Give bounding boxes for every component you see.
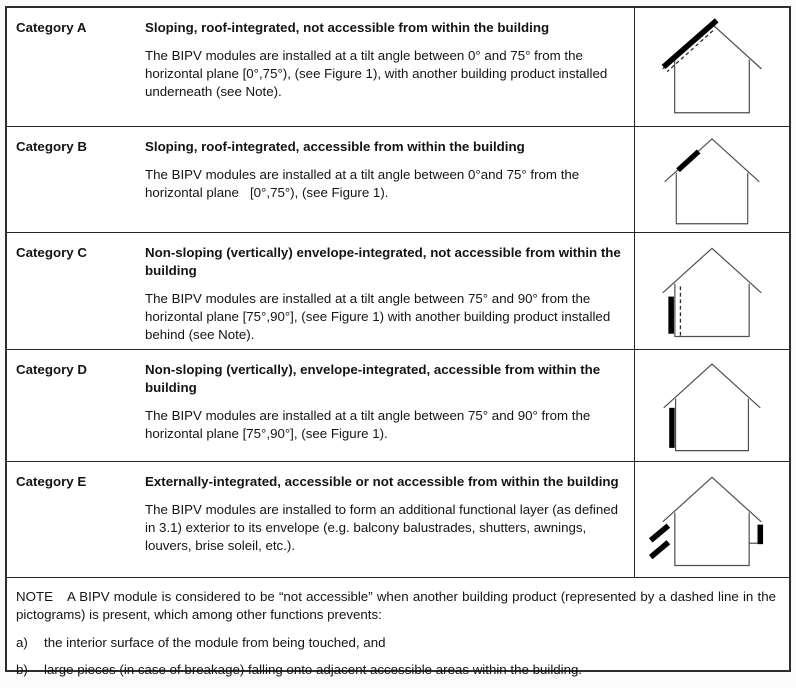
category-d-heading: Non-sloping (vertically), envelope-integrated, accessible from within the building (145, 362, 601, 395)
category-e-text-cell (7, 462, 634, 577)
house-wall-module-with-dashed-backing-icon (642, 239, 782, 343)
category-d-pictogram-cell (634, 350, 789, 461)
external-louver-bar-lower (651, 542, 669, 557)
category-a-heading: Sloping, roof-integrated, not accessible from within the building (145, 20, 550, 35)
category-a-text-cell (7, 8, 634, 126)
category-c-description (145, 244, 634, 349)
category-e-heading: Externally-integrated, accessible or not accessible from within the building (145, 474, 619, 489)
house-roof-module-icon (642, 130, 782, 230)
category-d-description (145, 361, 634, 461)
category-b-label: Category B (16, 139, 87, 154)
category-c-pictogram-cell (634, 233, 789, 349)
note-item-a-marker: a) (16, 635, 28, 650)
category-e-body: The BIPV modules are installed to form an additional functional layer (as defined in 3.1) exterior to its envelope (e.g. balcony balustrades, shutters, awnings, louvers, brise soleil, etc.). (145, 502, 622, 553)
roof-module-bar (663, 20, 716, 67)
note-item-b-text: large pieces (in case of breakage) falling onto adjacent accessible areas within the building. (44, 662, 583, 677)
table-row-category-b (7, 127, 789, 233)
note-label: NOTE (16, 589, 53, 604)
category-c-label: Category C (16, 245, 87, 260)
note-item-b (16, 661, 776, 679)
category-a-description (145, 19, 634, 126)
category-c-text-cell (7, 233, 634, 349)
category-e-description (145, 473, 634, 577)
category-b-text-cell (7, 127, 634, 232)
house-outline (663, 248, 761, 336)
bipv-category-table (5, 6, 791, 677)
house-outline (664, 364, 761, 451)
category-b-body: The BIPV modules are installed at a tilt angle between 0°and 75° from the horizontal plane [0°,75°), (see Figure 1). (145, 167, 583, 200)
category-b-pictogram-cell (634, 127, 789, 232)
category-a-body: The BIPV modules are installed at a tilt angle between 0° and 75° from the horizontal plane [0°,75°), (see Figure 1), with another building product installed underneath (see Note). (145, 48, 611, 99)
external-louver-bar-upper (651, 525, 669, 540)
category-e-label: Category E (16, 474, 87, 489)
house-outline (665, 138, 760, 223)
category-c-body: The BIPV modules are installed at a tilt angle between 75° and 90° from the horizontal plane [75°,90°], (see Figure 1) with another building product installed behind (see Note). (145, 291, 614, 342)
category-b-description (145, 138, 634, 232)
category-d-body: The BIPV modules are installed at a tilt angle between 75° and 90° from the horizontal plane [75°,90°], (see Figure 1). (145, 408, 594, 441)
roof-module-bar (678, 151, 699, 170)
house-wall-module-icon (642, 355, 782, 457)
house-roof-module-with-dashed-underlay-icon (642, 14, 782, 120)
category-b-heading: Sloping, roof-integrated, accessible from within the building (145, 139, 525, 154)
note-paragraph (16, 588, 776, 624)
note-item-a (16, 634, 776, 652)
note-text: A BIPV module is considered to be “not accessible” when another building product (represented by a dashed line in the pictograms) is present, which among other functions prevents: (16, 589, 776, 622)
table-note-row (7, 578, 789, 688)
category-e-pictogram-cell (634, 462, 789, 577)
note-item-a-text: the interior surface of the module from being touched, and (44, 635, 386, 650)
category-c-heading: Non-sloping (vertically) envelope-integrated, not accessible from within the building (145, 245, 621, 278)
category-a-label: Category A (16, 20, 87, 35)
table-row-category-d (7, 350, 789, 462)
house-external-louvers-and-balustrade-icon (642, 468, 782, 572)
category-d-label: Category D (16, 362, 87, 377)
category-a-pictogram-cell (634, 8, 789, 126)
table-row-category-e (7, 462, 789, 578)
house-outline (663, 24, 762, 113)
note-item-b-marker: b) (16, 662, 28, 677)
house-outline (663, 477, 761, 565)
table-row-category-c (7, 233, 789, 350)
table-row-category-a (7, 8, 789, 127)
category-d-text-cell (7, 350, 634, 461)
